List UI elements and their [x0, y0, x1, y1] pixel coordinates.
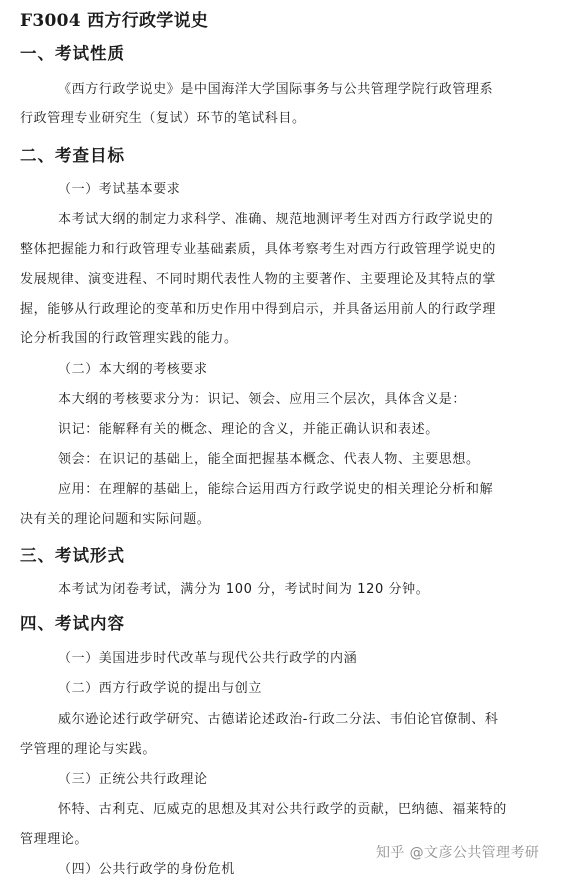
paragraph-line: 握，能够从行政理论的变革和历史作用中得到启示，并具备运用前人的行政学理 — [20, 302, 497, 317]
paragraph-line: 行政管理专业研究生（复试）环节的笔试科目。 — [20, 111, 306, 126]
paragraph-line: 学管理的理论与实践。 — [20, 742, 157, 757]
paragraph-line: 威尔逊论述行政学研究、古德诺论述政治-行政二分法、韦伯论官僚制、科 — [58, 712, 499, 727]
paragraph-line: 应用：在理解的基础上，能综合运用西方行政学说史的相关理论分析和解 — [58, 482, 494, 497]
paragraph-line: 本考试大纲的制定力求科学、准确、规范地测评考生对西方行政学说史的 — [58, 212, 494, 227]
section-heading: 一、考试性质 — [20, 44, 125, 63]
paragraph-line: 论分析我国的行政管理实践的能力。 — [20, 331, 238, 346]
subsection-heading: （三）正统公共行政理论 — [58, 772, 208, 787]
paragraph-line: 发展规律、演变进程、不同时期代表性人物的主要著作、主要理论及其特点的掌 — [20, 272, 497, 287]
watermark: 知乎 @文彦公共管理考研 — [376, 845, 540, 861]
subsection-heading: （一）美国进步时代改革与现代公共行政学的内涵 — [58, 651, 358, 666]
paragraph-line: 本考试为闭卷考试，满分为 100 分，考试时间为 120 分钟。 — [58, 582, 430, 597]
paragraph-line: 识记：能解释有关的概念、理论的含义，并能正确认识和表述。 — [58, 422, 439, 437]
section-heading: 三、考试形式 — [20, 546, 125, 565]
paragraph-line: 整体把握能力和行政管理专业基础素质，具体考察考生对西方行政管理学说史的 — [20, 242, 497, 257]
document-title: F3004 西方行政学说史 — [20, 11, 209, 31]
subsection-heading: （二）西方行政学说的提出与创立 — [58, 681, 263, 696]
paragraph-line: 怀特、古利克、厄威克的思想及其对公共行政学的贡献，巴纳德、福莱特的 — [58, 802, 507, 817]
paragraph-line: 管理理论。 — [20, 832, 89, 847]
subsection-heading: （一）考试基本要求 — [58, 182, 181, 197]
section-heading: 二、考查目标 — [20, 146, 125, 165]
paragraph-line: 决有关的理论问题和实际问题。 — [20, 512, 211, 527]
section-heading: 四、考试内容 — [20, 614, 125, 633]
subsection-heading: （二）本大纲的考核要求 — [58, 362, 208, 377]
paragraph-line: 《西方行政学说史》是中国海洋大学国际事务与公共管理学院行政管理系 — [58, 82, 494, 97]
subsection-heading: （四）公共行政学的身份危机 — [58, 862, 235, 877]
paragraph-line: 本大纲的考核要求分为：识记、领会、应用三个层次，具体含义是： — [58, 392, 467, 407]
paragraph-line: 领会：在识记的基础上，能全面把握基本概念、代表人物、主要思想。 — [58, 452, 480, 467]
